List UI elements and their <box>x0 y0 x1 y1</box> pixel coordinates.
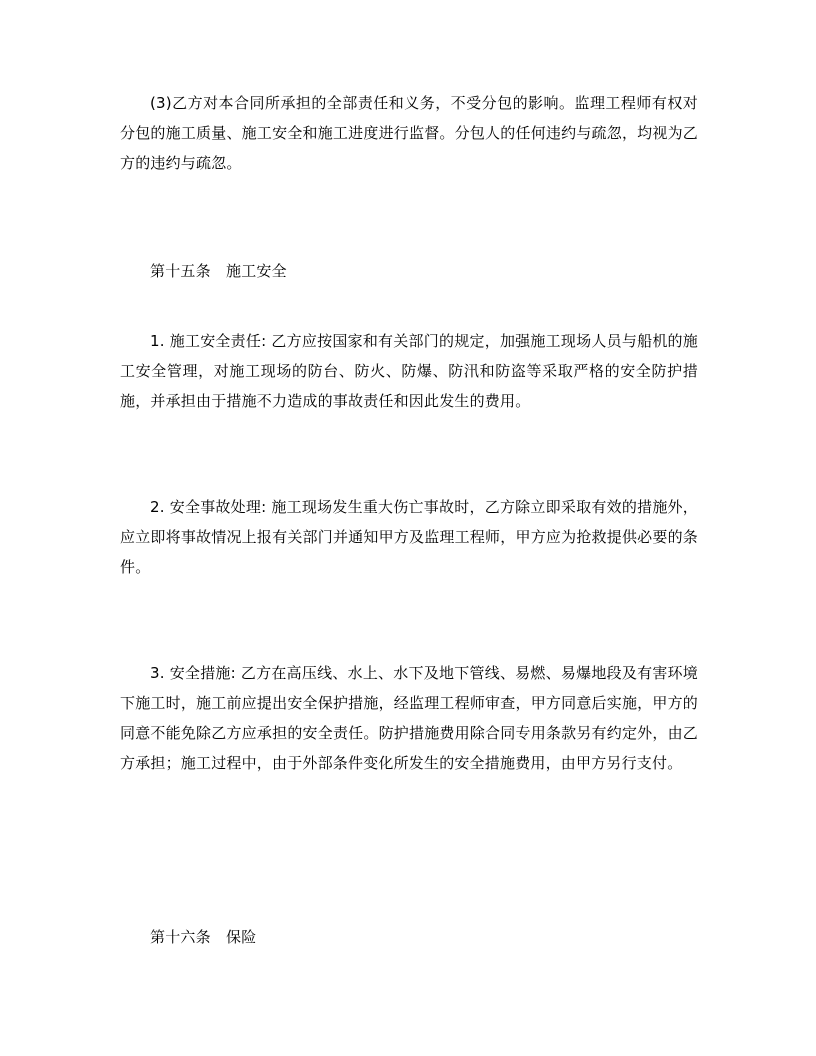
article-16-heading: 第十六条 保险 <box>150 928 257 946</box>
paragraph-accident-handling: 2. 安全事故处理: 施工现场发生重大伤亡事故时，乙方除立即采取有效的措施外，应立即将事故情况上报有关部门并通知甲方及监理工程师，甲方应为抢救提供必要的条件。 <box>120 498 698 576</box>
paragraph-safety-responsibility: 1. 施工安全责任: 乙方应按国家和有关部门的规定，加强施工现场人员与船机的施工安全管理，对施工现场的防台、防火、防爆、防汛和防盗等采取严格的安全防护措施，并承担由于措施不力造成的事故责任和因此发生的费用。 <box>120 332 698 410</box>
paragraph-safety-measures: 3. 安全措施: 乙方在高压线、水上、水下及地下管线、易燃、易爆地段及有害环境下施工时，施工前应提出安全保护措施，经监理工程师审查，甲方同意后实施，甲方的同意不能免除乙方应承担的安全责任。防护措施费用除合同专用条款另有约定外，由乙方承担；施工过程中，由于外部条件变化所发生的安全措施费用，由甲方另行支付。 <box>120 664 698 772</box>
article-15-heading: 第十五条 施工安全 <box>150 262 287 280</box>
paragraph-subcontract-liability: (3)乙方对本合同所承担的全部责任和义务，不受分包的影响。监理工程师有权对分包的施工质量、施工安全和施工进度进行监督。分包人的任何违约与疏忽，均视为乙方的违约与疏忽。 <box>120 94 698 172</box>
